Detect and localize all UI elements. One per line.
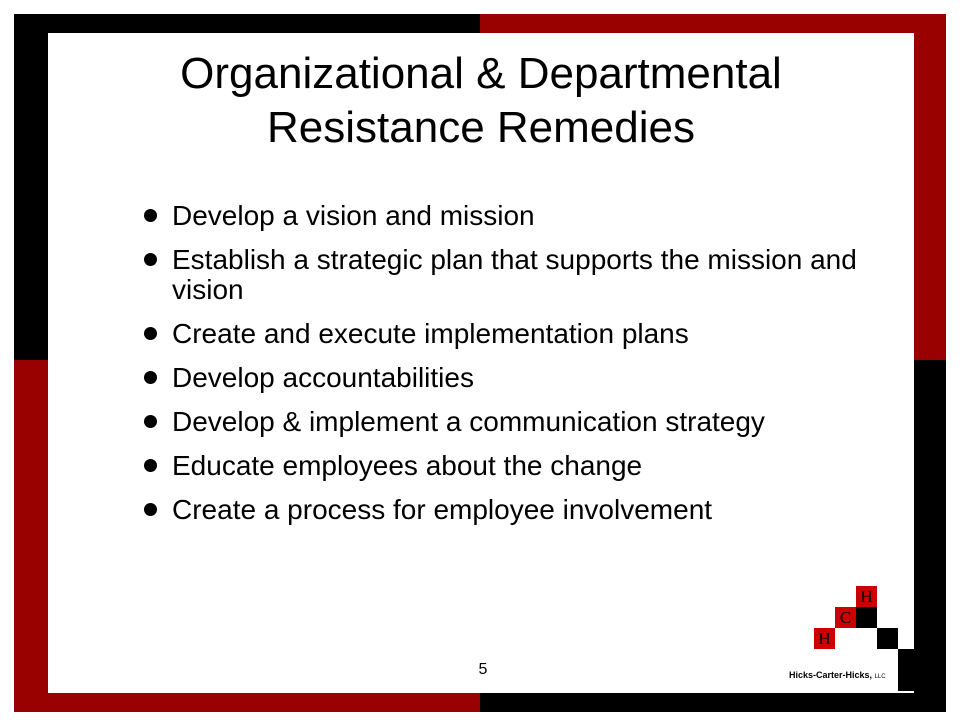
logo-black-square [898, 670, 919, 691]
bullet-item [144, 245, 894, 305]
title-line-1: Organizational & Departmental [180, 49, 782, 98]
page-number: 5 [478, 661, 488, 678]
frame-edge-right [946, 0, 960, 720]
bullet-item [144, 319, 894, 349]
logo-black-square [877, 628, 898, 649]
bullet-text: Develop a vision and mission [172, 200, 535, 231]
bullet-item [144, 363, 894, 393]
bullet-dot-icon [144, 327, 157, 340]
bullet-item [144, 451, 894, 481]
logo-company-text: Hicks-Carter-Hicks, [789, 670, 873, 680]
frame-edge-top [0, 0, 960, 14]
logo-black-square [856, 607, 877, 628]
bullet-list [144, 201, 894, 539]
frame-edge-left [0, 0, 14, 720]
bullet-dot-icon [144, 503, 157, 516]
company-logo [789, 586, 917, 688]
logo-company-name [789, 670, 886, 680]
logo-letter-c: C [835, 607, 856, 628]
logo-black-square [898, 649, 919, 670]
bullet-dot-icon [144, 371, 157, 384]
bullet-dot-icon [144, 253, 157, 266]
bullet-item [144, 495, 894, 525]
bullet-item [144, 201, 894, 231]
logo-letter-h-bottom: H [814, 628, 835, 649]
bullet-text: Develop & implement a communication strategy [172, 406, 765, 437]
title-line-2: Resistance Remedies [267, 103, 695, 152]
logo-letter-h-top: H [856, 586, 877, 607]
bullet-dot-icon [144, 209, 157, 222]
bullet-text: Create and execute implementation plans [172, 318, 689, 349]
bullet-text: Create a process for employee involvement [172, 494, 713, 525]
bullet-item [144, 407, 894, 437]
frame-edge-bottom [0, 712, 960, 720]
bullet-text: Educate employees about the change [172, 450, 643, 481]
bullet-text: Develop accountabilities [172, 362, 474, 393]
slide-title [48, 47, 914, 155]
bullet-dot-icon [144, 415, 157, 428]
bullet-text: Establish a strategic plan that supports the mission and vision [172, 244, 857, 305]
bullet-dot-icon [144, 459, 157, 472]
content-panel [48, 33, 914, 693]
logo-llc-text: LLC [874, 674, 886, 680]
